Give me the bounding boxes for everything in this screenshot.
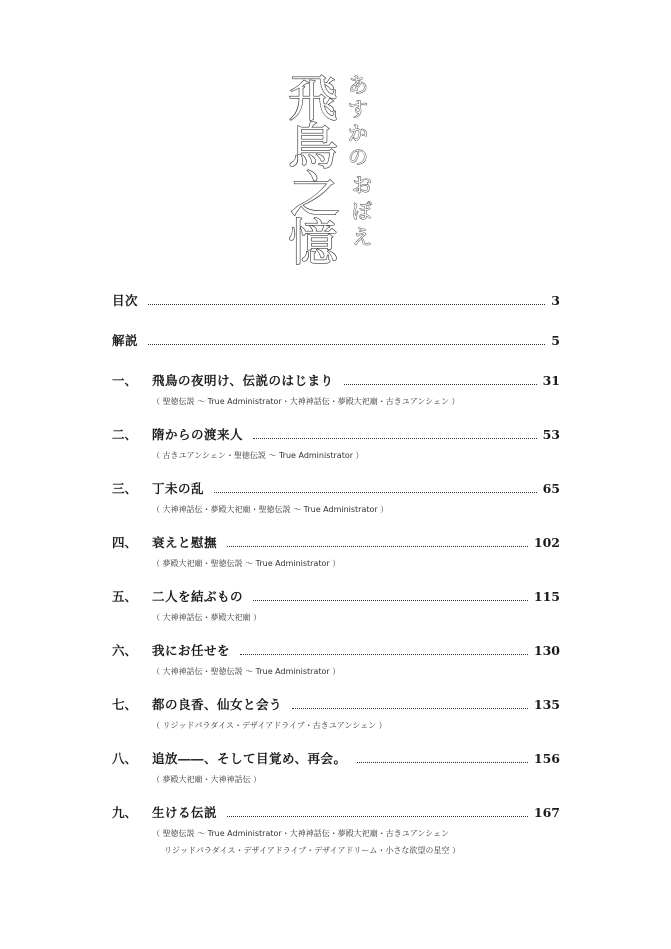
chapter-page: 53 [542,427,560,442]
title-ruby-4: の [348,145,368,169]
chapter-page: 115 [533,589,560,604]
chapter-title: 飛鳥の夜明け、伝説のはじまり [152,373,334,388]
toc-chapter-1[interactable] [112,372,560,390]
chapter-page: 31 [542,373,560,388]
chapter-title: 衰えと慰撫 [152,535,218,550]
toc-chapter-9[interactable] [112,804,560,822]
toc-front-commentary[interactable] [112,332,560,350]
dot-leader [227,546,528,547]
chapter-music-list: （ 夢殿大祀廟・聖徳伝説 ～ True Administrator ） [152,559,341,568]
title-ruby-3: か [348,121,368,145]
title-logo [282,66,382,266]
title-ruby-6: ぼ [352,199,372,223]
title-kanji-3: 之 [290,166,340,224]
dot-leader [253,600,528,601]
title-ruby-1: あ [348,73,368,97]
dot-leader [344,384,537,385]
chapter-music-list-continued: リジッドパラダイス・デザイアドライブ・デザイアドリーム・小さな欲望の星空 ） [164,846,460,855]
chapter-music-list: （ リジッドパラダイス・デザイアドライブ・古きユアンシェン ） [152,721,387,730]
chapter-music-list: （ 大神神話伝・夢殿大祀廟・聖徳伝説 ～ True Administrator ） [152,505,389,514]
toc-page: 5 [551,333,560,348]
toc-chapter-4[interactable] [112,534,560,552]
chapter-music-list: （ 大神神話伝・聖徳伝説 ～ True Administrator ） [152,667,341,676]
chapter-number: 六、 [112,643,138,658]
toc-front-contents[interactable] [112,292,560,310]
chapter-music-list: （ 大神神話伝・夢殿大祀廟 ） [152,613,262,622]
chapter-music-list: （ 夢殿大祀廟・大神神話伝 ） [152,775,262,784]
chapter-title: 生ける伝説 [152,805,218,820]
dot-leader [214,492,537,493]
title-calligraphy [282,66,382,266]
dot-leader [253,438,537,439]
dot-leader [227,816,528,817]
title-ruby-2: す [348,97,368,121]
toc-chapter-7[interactable] [112,696,560,714]
chapter-number: 七、 [112,697,138,712]
chapter-music-list: （ 古きユアンシェン・聖徳伝説 ～ True Administrator ） [152,451,364,460]
chapter-music-list: （ 聖徳伝説 ～ True Administrator・大神神話伝・夢殿大祀廟・古きユアンシェン ） [152,397,460,406]
toc-chapter-6[interactable] [112,642,560,660]
chapter-page: 130 [533,643,560,658]
chapter-number: 二、 [112,427,138,442]
title-ruby-7: え [352,225,372,249]
toc-chapter-5[interactable] [112,588,560,606]
toc-page: 3 [551,293,560,308]
title-kanji-4: 憶 [288,214,338,266]
chapter-number: 九、 [112,805,138,820]
chapter-title: 二人を結ぶもの [152,589,244,604]
toc-chapter-3[interactable] [112,480,560,498]
title-ruby-5: お [352,173,372,197]
chapter-number: 四、 [112,535,138,550]
chapter-music-list: （ 聖徳伝説 ～ True Administrator・大神神話伝・夢殿大祀廟・古きユアンシェン [152,829,450,838]
toc-chapter-8[interactable] [112,750,560,768]
chapter-page: 156 [533,751,560,766]
chapter-title: 追放――、そして目覚め、再会。 [152,751,347,766]
chapter-number: 五、 [112,589,138,604]
chapter-page: 135 [533,697,560,712]
dot-leader [148,344,545,345]
title-kanji-2: 鳥 [288,118,338,176]
chapter-title: 隋からの渡来人 [152,427,244,442]
dot-leader [292,708,528,709]
chapter-page: 167 [533,805,560,820]
chapter-page: 102 [533,535,560,550]
toc-title: 目次 [112,293,139,308]
title-kanji-1: 飛 [288,70,338,128]
chapter-title: 我にお任せを [152,643,231,658]
chapter-number: 一、 [112,373,138,388]
toc-title: 解説 [112,333,139,348]
chapter-page: 65 [542,481,560,496]
dot-leader [240,654,528,655]
chapter-title: 丁未の乱 [152,481,205,496]
chapter-title: 都の良香、仙女と会う [152,697,283,712]
dot-leader [357,762,528,763]
dot-leader [148,304,545,305]
chapter-number: 八、 [112,751,138,766]
toc-chapter-2[interactable] [112,426,560,444]
chapter-number: 三、 [112,481,138,496]
